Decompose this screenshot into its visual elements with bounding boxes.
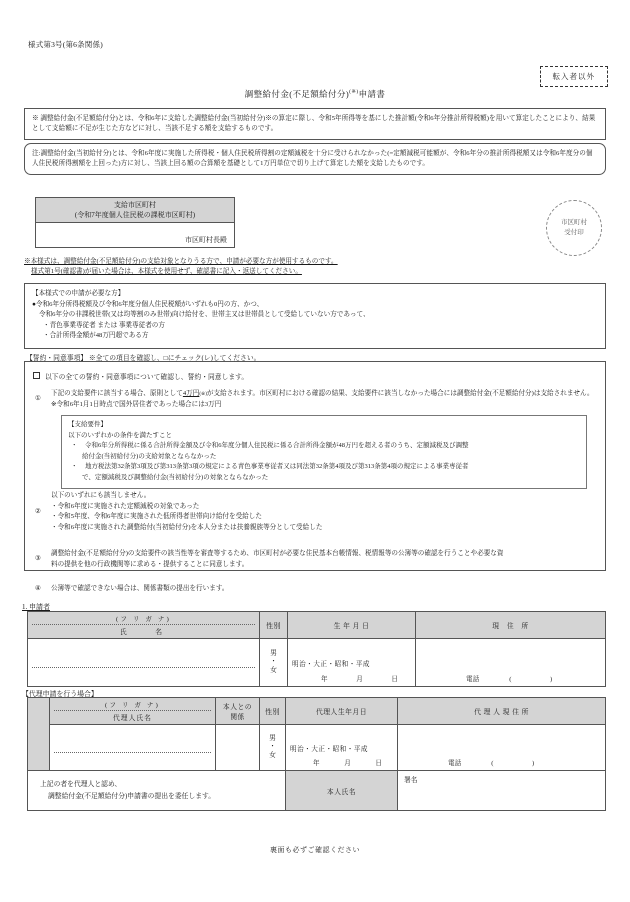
gender-separator: ・ [270, 658, 277, 666]
proxy-address-input[interactable] [398, 725, 606, 771]
proxy-relation-line2: 関係 [230, 714, 245, 721]
instruction-line-1: ※本様式は、調整給付金(不足額給付分)の支給対象となりうる方で、申請が必要な方が使用するものです。 [24, 258, 338, 265]
proxy-tel-row[interactable] [448, 757, 550, 767]
municipality-addressee-label: 市区町村長殿 [185, 236, 227, 245]
requirements-subtitle: 以下のいずれかの条件を満たすこと [68, 431, 172, 439]
consignment-line-1: 上記の者を代理人と認め、 [40, 780, 122, 788]
proxy-dob-input[interactable] [286, 725, 398, 771]
proxy-gender-option-male[interactable]: 男 [269, 734, 276, 742]
form-code: 様式第3号(第6条関係) [28, 40, 103, 49]
proxy-dob-header: 代理人生年月日 [286, 698, 398, 725]
instruction-line-2: 様式第1号(確認書)が届いた場合は、本様式を使用せず、確認書に記入・返送してください。 [31, 268, 302, 275]
consignment-row [28, 771, 606, 811]
footer-note: 裏面も必ずご確認ください [270, 846, 360, 854]
consignment-text-cell [28, 771, 286, 811]
signature-input-cell[interactable] [398, 771, 606, 811]
pledge-section-heading: 【誓約・同意事項】 ※全ての項目を確認し、□にチェック(レ)してください。 [26, 355, 261, 362]
proxy-relation-line1: 本人との [222, 704, 253, 711]
requirement-1-line-2: 給付金(当初給付分)の支給対象とならなかった [82, 452, 217, 460]
proxy-relation-header [216, 698, 260, 725]
municipality-input-cell[interactable] [36, 223, 235, 248]
applicant-dob-header: 生 年 月 日 [288, 612, 416, 639]
applicant-furigana-label: (フ リ ガ ナ) [115, 616, 171, 623]
pledge-consent-row[interactable] [33, 371, 248, 381]
proxy-furigana-label: (フ リ ガ ナ) [104, 702, 160, 709]
clause-3-body [51, 549, 597, 570]
clause-3-line-1: 調整給付金(不足額給付分)の支給要件の該当性等を審査等するため、市区町村が必要な住民基本台帳情報、税情報等の公簿等の確認を行うことや必要な資 [51, 550, 504, 557]
proxy-name-header-cell [50, 698, 216, 725]
proxy-furigana-rule [54, 752, 211, 753]
requirement-2-line-2: で、定額減税及び調整給付金(当初給付分)の対象とならなかった [82, 473, 269, 481]
municipality-header-line2: (令和7年度個人住民税の課税市区町村) [74, 211, 196, 220]
proxy-gender-option-female[interactable]: 女 [269, 751, 276, 759]
clause-2-item-3: ・令和6年度に実施された調整給付(当初給付分)を本人分または扶養親族等分として受給した [51, 523, 323, 531]
note-chu-box [24, 143, 606, 175]
applicant-name-input[interactable] [28, 639, 260, 687]
consignment-line-2: 調整給付金(不足額給付分)申請書の提出を委任します。 [48, 792, 216, 800]
signature-label: 署名 [404, 777, 418, 784]
proxy-header-row [28, 698, 606, 725]
pledge-clause-4 [35, 584, 597, 595]
proxy-table [27, 697, 606, 811]
eligibility-bullet-2: ・合計所得金額が48万円超である方 [43, 332, 149, 340]
gender-option-male[interactable]: 男 [270, 649, 277, 657]
municipality-header-cell [36, 198, 235, 223]
principal-name-label-cell: 本人氏名 [286, 771, 398, 811]
clause-1-amount: 4万円 [182, 390, 200, 397]
proxy-tel-label: 電話 [448, 760, 462, 767]
clause-1-amount-note: (※) [199, 392, 207, 397]
applicant-gender-input[interactable] [260, 639, 288, 687]
page-title [0, 88, 630, 100]
proxy-gender-separator: ・ [269, 743, 276, 751]
clause-2-item-2: ・令和5年度、令和6年度に実施された低所得者世帯向け給付を受給した [51, 513, 262, 521]
doc-title-tail: 申請書 [358, 89, 386, 99]
requirement-item-text [85, 462, 580, 473]
requirement-item [68, 462, 580, 473]
clause-1-text-c: ※令和6年1月1日時点で国外居住者であった場合には3万円 [51, 400, 222, 408]
clause-3-line-2: 料の提供を他の行政機関等に求める・提供することに同意します。 [51, 560, 249, 568]
proxy-input-row [28, 725, 606, 771]
transferee-stamp-label: 転入者以外 [552, 72, 595, 81]
applicant-tel-row[interactable] [466, 673, 568, 683]
requirement-1-line-1: 令和6年分所得税に係る合計所得金額及び令和6年度分個人住民税に係る合計所得金額が48万円を超える者のうち、定額減税及び調整 [85, 442, 469, 450]
checkbox-icon[interactable] [33, 372, 40, 379]
clause-1-body [51, 389, 597, 410]
receipt-stamp-circle [546, 200, 602, 256]
eligibility-line-1: ●令和6年分所得税額及び令和6年度分個人住民税額がいずれも0円の方、かつ、 [32, 300, 264, 308]
requirements-title: 【支給要件】 [68, 421, 107, 428]
applicant-name-header-cell [28, 612, 260, 639]
applicant-table [27, 611, 606, 687]
clause-2-body [51, 491, 597, 533]
gender-option-female[interactable]: 女 [270, 666, 277, 674]
pledge-clause-2 [35, 491, 597, 533]
clause-2-marker: ② [35, 507, 41, 515]
municipality-header-line1: 支給市区町村 [114, 201, 156, 209]
proxy-address-header: 代 理 人 現 住 所 [398, 698, 606, 725]
municipality-header-row [36, 198, 235, 223]
applicant-dob-ymd-labels: 年 月 日 [321, 676, 409, 683]
proxy-gender-header: 性別 [260, 698, 286, 725]
note-chu-text: 注:調整給付金(当初給付分)とは、令和6年度に実施した所得税・個人住民税所得割の定額減税を十分に受けられなかった(=定額減税可能額が、令和6年分の推計所得税額又は令和6年度分の個人住民税所得割額を上回った)方に対し、当該上回る額の合算額を基礎として1万円単位で切り上げて算定した額を支給したものです。 [32, 150, 593, 168]
proxy-name-label: 代理人氏名 [113, 715, 152, 722]
applicant-dob-eras[interactable]: 明治・大正・昭和・平成 [292, 660, 371, 668]
applicant-gender-header: 性別 [260, 612, 288, 639]
eligibility-bullet-1: ・青色事業専従者 または 事業専従者の方 [43, 321, 165, 329]
doc-title-superscript: (※) [349, 89, 359, 96]
eligibility-line-2: 令和6年分の非課税世帯(又は均等割のみ世帯)向け給付を、世帯主又は世帯員として受給していない方であって、 [39, 311, 370, 319]
receipt-stamp-line2: 受付印 [564, 229, 584, 236]
clause-1-text-b: が支給されます。市区町村における確認の結果、支給要件に該当しなかった場合には調整給付金(不足額給付分)は支給されません。 [206, 390, 594, 397]
clause-4-marker: ④ [35, 585, 41, 592]
clause-2-intro: 以下のいずれにも該当しません。 [51, 492, 151, 499]
note-asterisk-text: ※ 調整給付金(不足額給付分)とは、令和6年に支給した調整給付金(当初給付分)※の算定に際し、令和5年所得等を基にした推計額(令和6年分推計所得税額)を用いて算定したことにより、結果として支給額に不足が生じた方などに対し、当該不足する額を支給するものです。 [32, 115, 596, 133]
doc-title-main: 調整給付金(不足額給付分) [244, 89, 350, 99]
clause-1-marker: ① [35, 395, 41, 403]
applicant-furigana-rule [32, 667, 255, 668]
municipality-input-row [36, 223, 235, 248]
requirement-item [68, 441, 580, 452]
applicant-address-header: 現 住 所 [416, 612, 606, 639]
proxy-dob-eras[interactable]: 明治・大正・昭和・平成 [290, 745, 369, 753]
proxy-section-label: 【代理申請を行う場合】 [22, 691, 98, 698]
clause-2-item-1: ・令和6年度に実施された定額減税の対象であった [51, 502, 200, 510]
eligibility-box [24, 283, 606, 349]
proxy-row-label-spacer [28, 698, 50, 771]
requirement-2-line-1: 地方税法第32条第3項及び第313条第3項の規定による青色事業専従者又は同法第32条第4項及び第313条第4項の規定による事業専従者 [85, 463, 469, 471]
pledge-box [24, 361, 606, 592]
requirement-bullet-icon: ・ [71, 442, 78, 450]
applicant-address-input[interactable] [416, 639, 606, 687]
applicant-name-label: 氏 名 [119, 629, 168, 636]
applicant-header-row [28, 612, 606, 639]
proxy-name-input[interactable] [50, 725, 216, 771]
applicant-input-row [28, 639, 606, 687]
applicant-tel-parens: ( ) [509, 676, 569, 683]
applicant-tel-label: 電話 [466, 676, 480, 683]
pledge-clause-3 [35, 549, 597, 570]
proxy-gender-input[interactable] [260, 725, 286, 771]
requirement-item-text [85, 441, 580, 452]
transferee-stamp-box [540, 66, 609, 87]
proxy-relation-input[interactable] [216, 725, 260, 771]
eligibility-title: 【本様式での申請が必要な方】 [32, 290, 125, 297]
receipt-stamp-line1: 市区町村 [561, 218, 587, 226]
applicant-dob-input[interactable] [288, 639, 416, 687]
clause-3-marker: ③ [35, 555, 41, 563]
requirement-bullet-icon: ・ [71, 463, 78, 471]
pledge-consent-label: 以下の全ての誓約・同意事項について確認し、誓約・同意します。 [45, 374, 249, 381]
support-requirements-box [61, 415, 587, 489]
proxy-dob-ymd-labels: 年 月 日 [313, 760, 391, 767]
proxy-tel-parens: ( ) [491, 760, 551, 767]
clause-4-text: 公簿等で確認できない場合は、関係書類の提出を行います。 [51, 585, 229, 592]
municipality-table [35, 197, 235, 248]
applicant-section-label: 1. 申請者 [22, 603, 50, 611]
note-asterisk-box [24, 108, 606, 140]
clause-1-text-a: 下記の支給要件に該当する場合、原則として [51, 390, 183, 397]
pledge-clause-1 [35, 389, 597, 410]
